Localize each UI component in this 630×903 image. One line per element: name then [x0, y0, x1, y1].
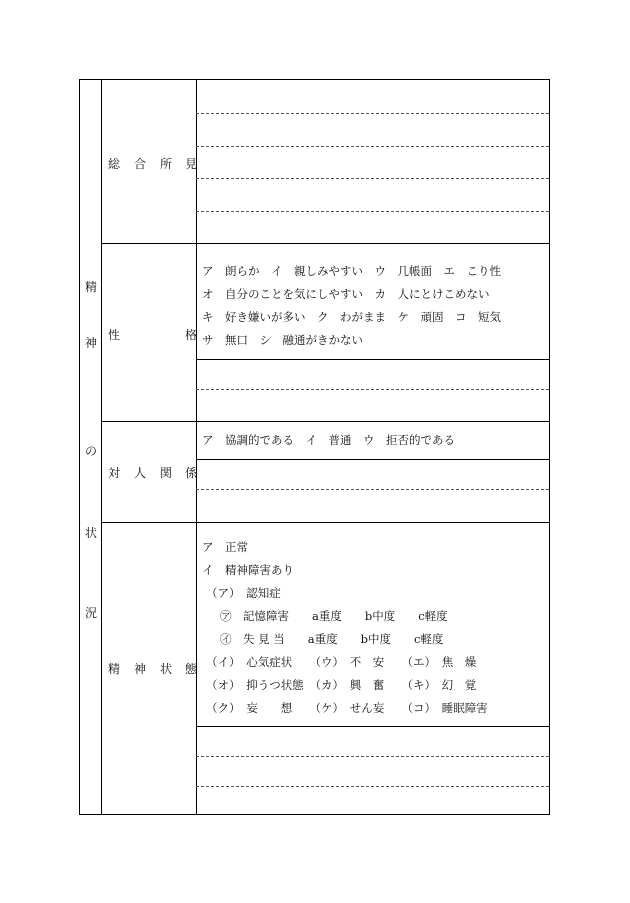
- writing-line: [196, 113, 549, 114]
- writing-line: [196, 756, 549, 757]
- row-divider: [196, 459, 549, 460]
- vertical-title-char: 神: [84, 336, 97, 350]
- vertical-title-char: 況: [84, 606, 97, 620]
- row-divider: [196, 726, 549, 727]
- writing-line: [196, 786, 549, 787]
- mental-options-line: イ 精神障害あり: [202, 563, 294, 577]
- mental-options-line: （オ） 抑うつ状態 （カ） 興 奮 （キ） 幻 覚: [206, 678, 477, 692]
- writing-line: [196, 178, 549, 179]
- mental-status-form: 精 神 の 状 況 総 合 所 見 性 格 対 人 関 係 精 神 状 態 ア 朗らか イ 親しみやすい ウ 几帳面 エ こり性 オ 自分のことを気にしやすい カ 人にとけこめない キ 好き嫌いが多い ク わがまま ケ 頑固 コ 短気 サ 無口 シ 融通がきかない ア 協調的である イ 普通 ウ 拒否的である ア 正常 イ 精神障害あり （ア） 認知症 ㋐ 記憶障害 a重度 b中度 c軽度 ㋑ 失 見 当 a重度 b中度 c軽度 （イ） 心気症状 （ウ） 不 安 （エ） 焦 燥 （オ） 抑うつ状態 （カ） 興 奮 （キ） 幻 覚 （ク） 妄 想 （ケ） せん妄 （コ） 睡眠障害: [79, 79, 550, 815]
- writing-line: [196, 389, 549, 390]
- vertical-title-char: 精: [84, 280, 97, 294]
- row-divider: [196, 359, 549, 360]
- writing-line: [196, 489, 549, 490]
- mental-options-line: ㋐ 記憶障害 a重度 b中度 c軽度: [220, 609, 448, 623]
- vertical-title-char: 状: [84, 526, 97, 540]
- mental-options-line: ㋑ 失 見 当 a重度 b中度 c軽度: [220, 632, 444, 646]
- personality-options-line: オ 自分のことを気にしやすい カ 人にとけこめない: [202, 287, 490, 301]
- section-divider: [101, 421, 549, 422]
- personality-options-line: ア 朗らか イ 親しみやすい ウ 几帳面 エ こり性: [202, 264, 501, 278]
- writing-line: [196, 146, 549, 147]
- mental-options-line: （ク） 妄 想 （ケ） せん妄 （コ） 睡眠障害: [206, 701, 488, 715]
- relations-options-line: ア 協調的である イ 普通 ウ 拒否的である: [202, 433, 455, 447]
- section-divider: [101, 522, 549, 523]
- label-column-divider: [196, 80, 197, 814]
- mental-options-line: ア 正常: [202, 540, 248, 554]
- section-divider: [101, 243, 549, 244]
- writing-line: [196, 211, 549, 212]
- mental-options-line: （イ） 心気症状 （ウ） 不 安 （エ） 焦 燥: [206, 655, 477, 669]
- vertical-title-char: の: [84, 444, 97, 458]
- personality-options-line: キ 好き嫌いが多い ク わがまま ケ 頑固 コ 短気: [202, 310, 501, 324]
- mental-options-line: （ア） 認知症: [206, 586, 281, 600]
- personality-options-line: サ 無口 シ 融通がきかない: [202, 333, 363, 347]
